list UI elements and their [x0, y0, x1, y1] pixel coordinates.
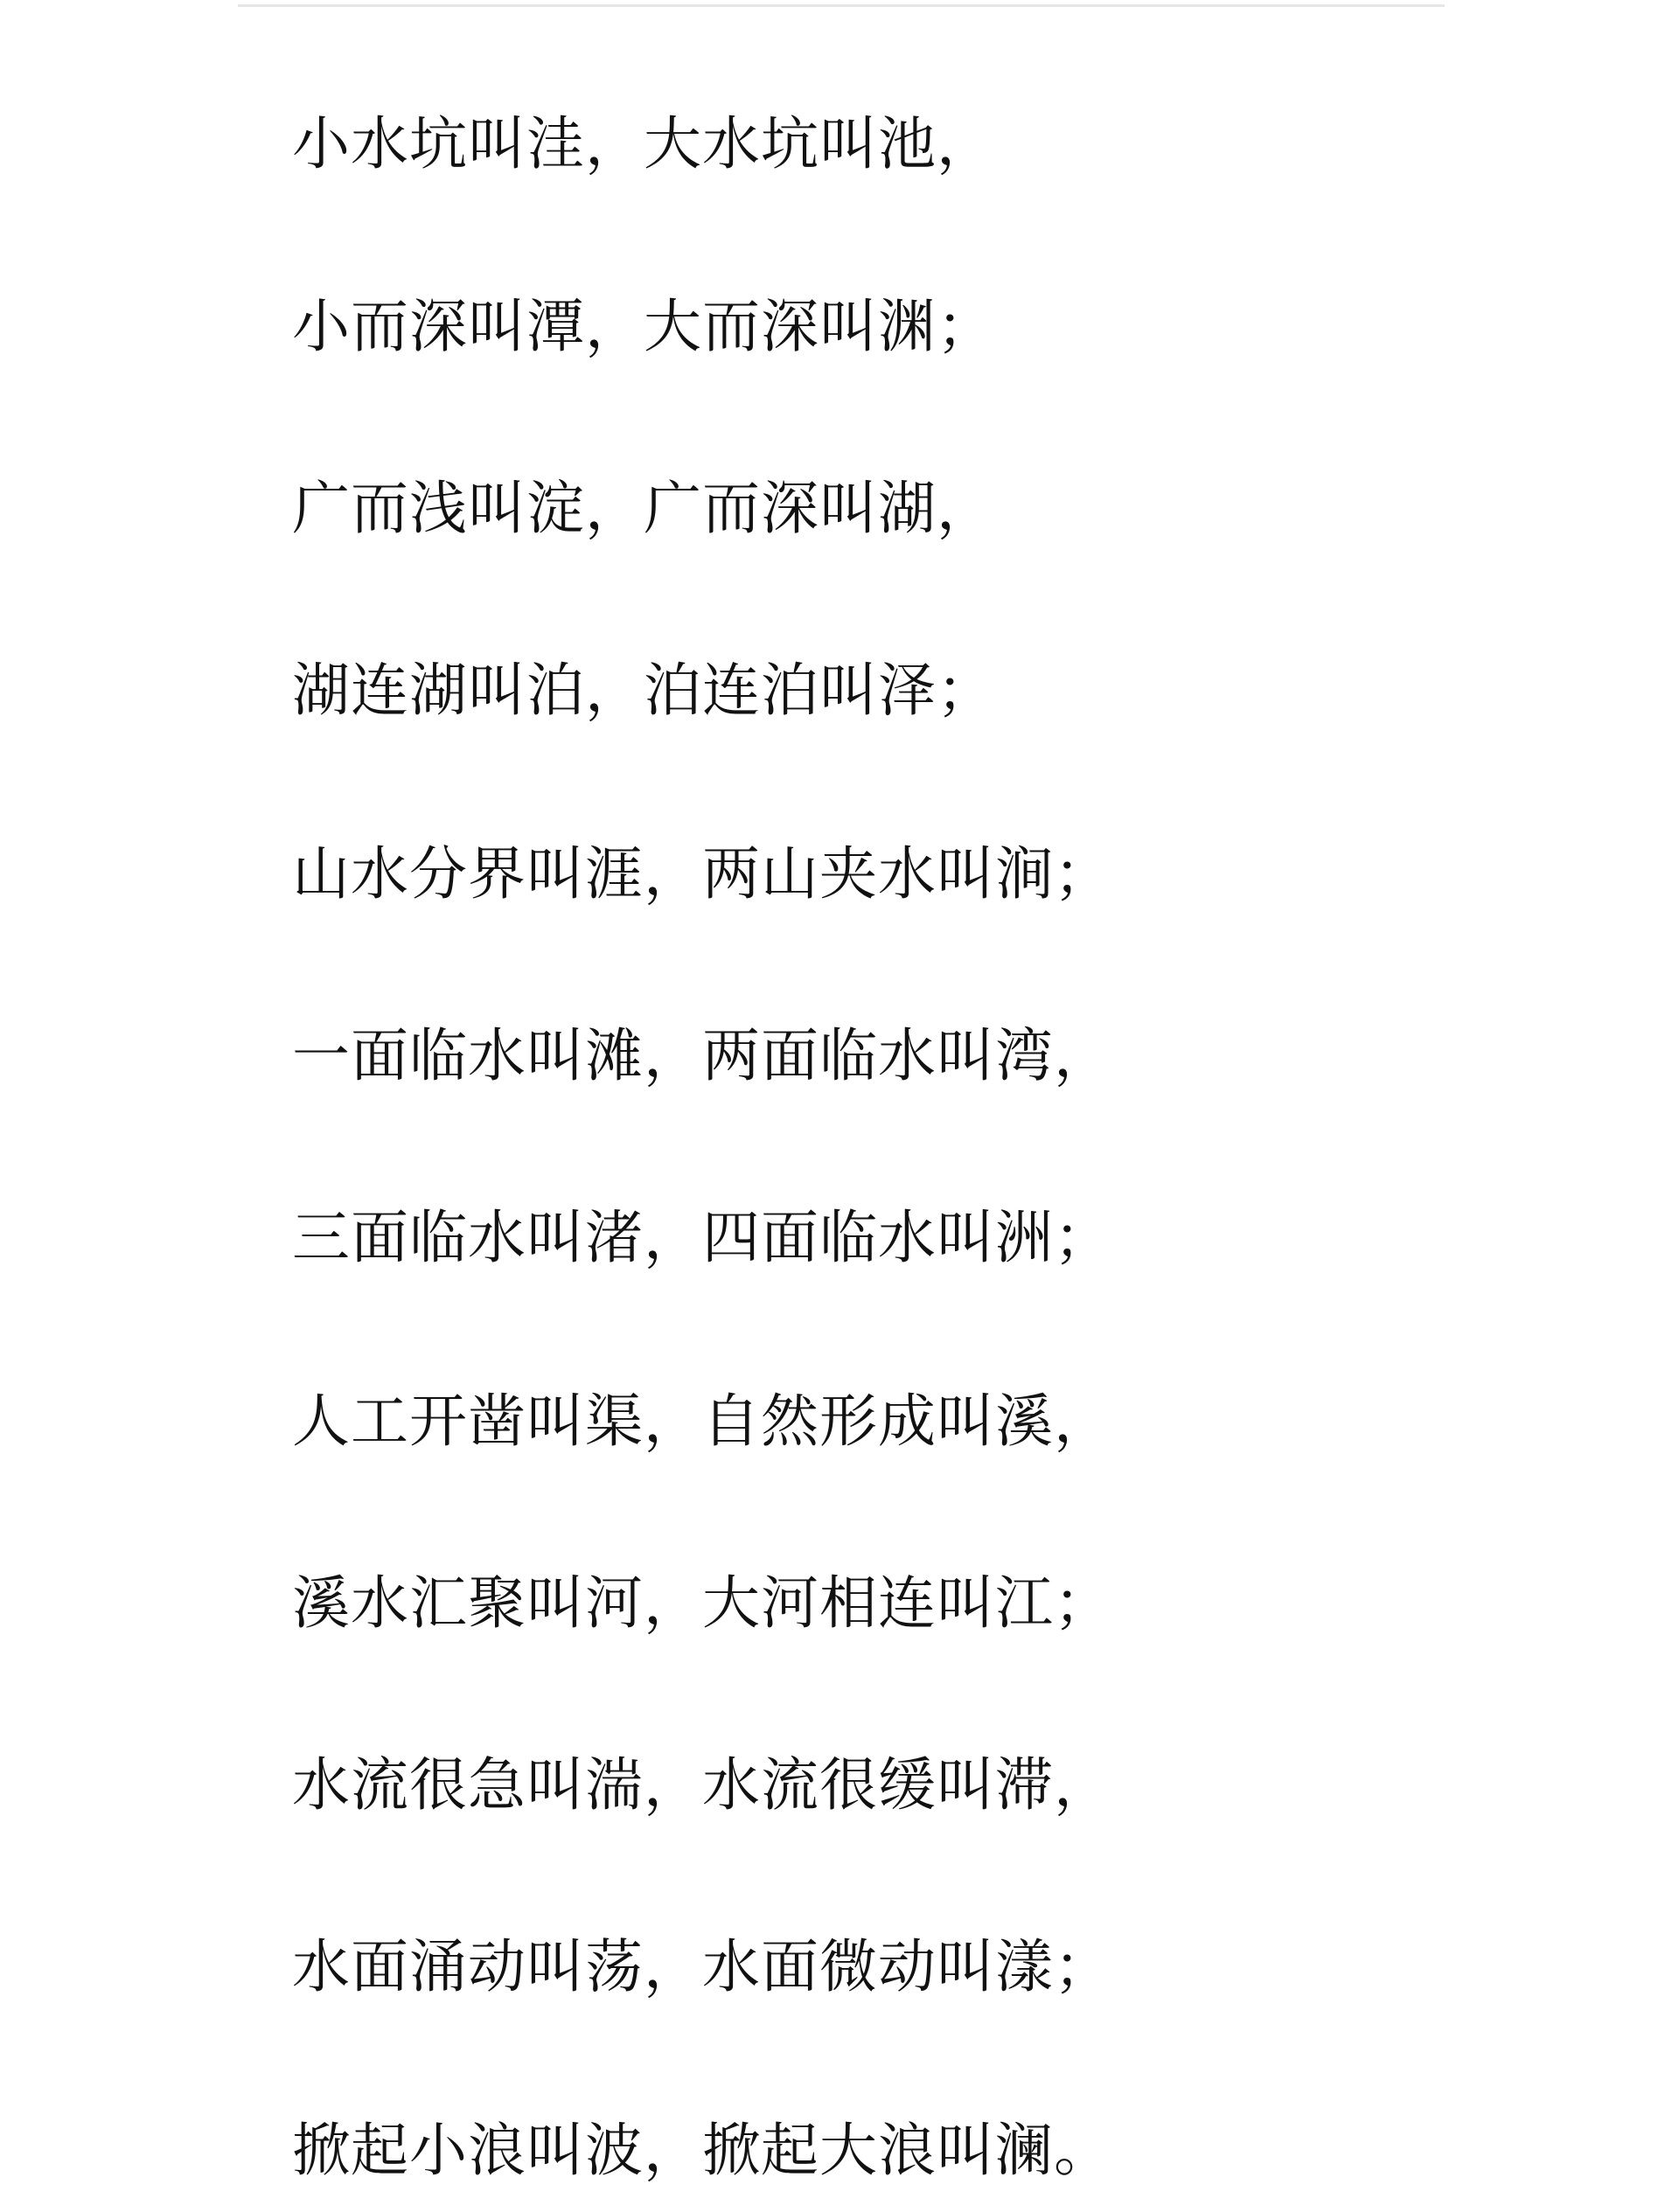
poem-line: 小水坑叫洼，大水坑叫池，	[292, 110, 995, 177]
top-divider	[238, 4, 1445, 7]
poem-line: 广而浅叫淀，广而深叫湖，	[292, 475, 995, 542]
poem-line: 水流很急叫湍，水流很缓叫滞，	[292, 1751, 1112, 1819]
poem-line: 水面涌动叫荡，水面微动叫漾；	[292, 1933, 1112, 2000]
poem-line: 湖连湖叫泊，泊连泊叫泽；	[292, 657, 995, 724]
poem-line: 溪水汇聚叫河，大河相连叫江；	[292, 1569, 1112, 1637]
poem-line: 三面临水叫渚，四面临水叫洲；	[292, 1204, 1112, 1271]
poem-line: 一面临水叫滩，两面临水叫湾，	[292, 1022, 1112, 1089]
poem-line: 山水分界叫涯，两山夹水叫涧；	[292, 840, 1112, 908]
poem-line: 人工开凿叫渠，自然形成叫溪，	[292, 1388, 1112, 1455]
poem-line: 小而深叫潭，大而深叫渊；	[292, 293, 995, 360]
poem-line: 掀起小浪叫波，掀起大浪叫澜。	[292, 2117, 1112, 2184]
